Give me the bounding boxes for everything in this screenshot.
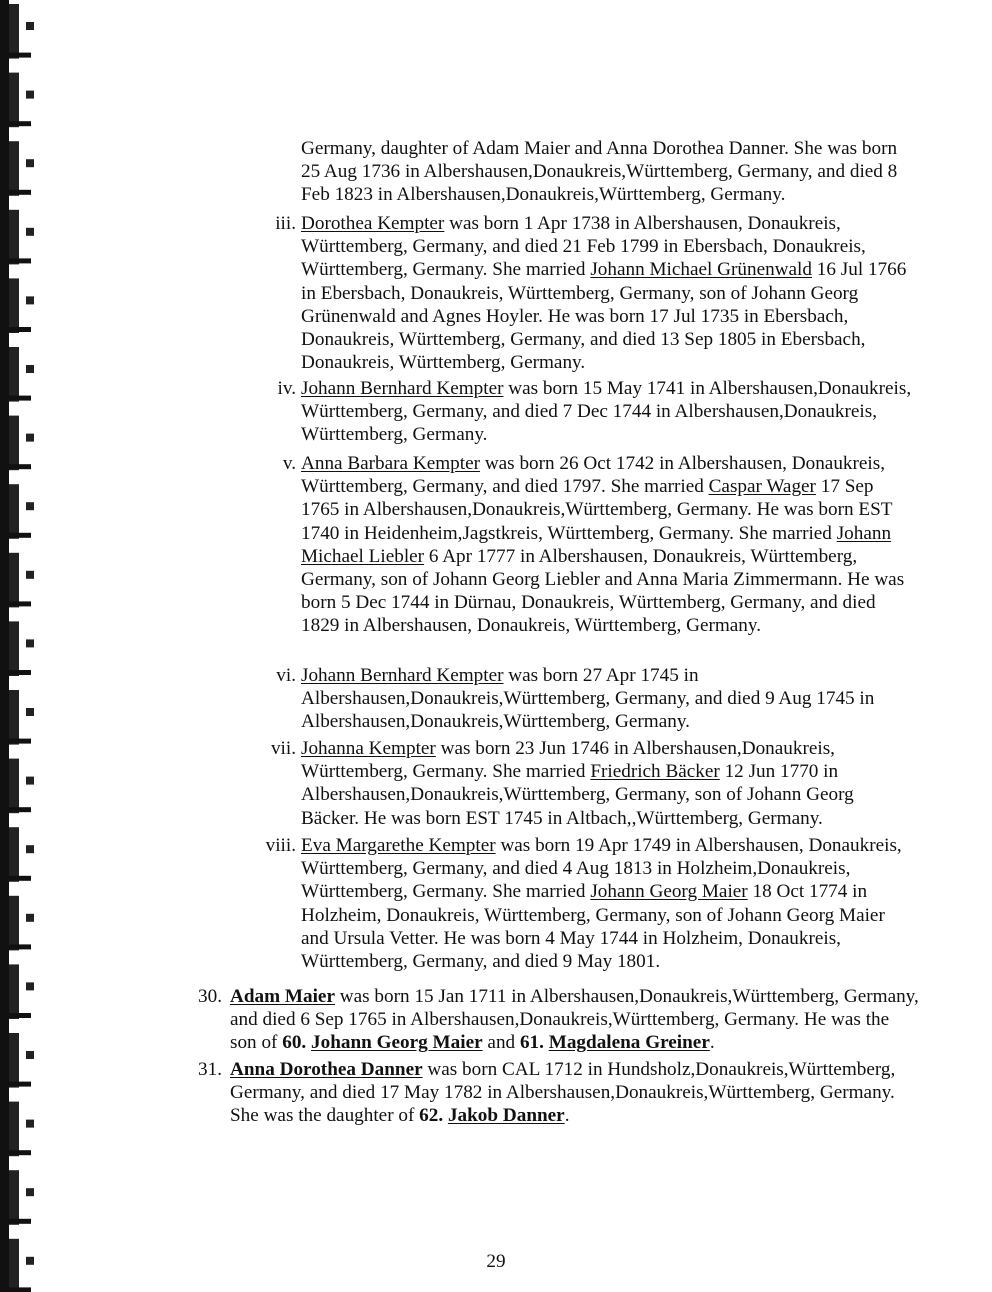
binding-tooth xyxy=(9,1287,31,1292)
binding-tooth xyxy=(9,1219,31,1224)
text-segment: 18 Oct 1774 in Holzheim, Donaukreis, Württemberg, Germany, son of Johann Georg Maier and Ursula Vetter. He was born 4 May 1744 in Holzheim, Donaukreis, Württemberg, Germany, and died 9 May 1801. xyxy=(301,881,885,973)
person-link[interactable]: Jakob Danner xyxy=(447,1105,565,1127)
text-segment: was born 19 Apr 1749 in Albershausen, Donaukreis, Württemberg, Germany, and died 4 Aug 1813 in Holzheim,Donaukreis, Württemberg, Germany. She married xyxy=(301,835,902,903)
binding-tooth xyxy=(9,53,31,58)
text-segment: . xyxy=(564,1105,570,1127)
page-number: 29 xyxy=(486,1251,506,1272)
text-segment: 16 Jul 1766 in Ebersbach, Donaukreis, Württemberg, Germany, son of Johann Georg Grünenwald and Agnes Hoyler. He was born 17 Jul 1735 in Ebersbach, Donaukreis, Württemberg, Germany, and died 13 Sep 1805 in Ebersbach, Donaukreis, Württemberg, Germany. xyxy=(301,259,907,374)
child-entry xyxy=(0,212,992,374)
child-entry xyxy=(0,737,992,830)
person-number: 30. xyxy=(198,986,222,1007)
text-segment: was born 15 May 1741 in Albershausen,Donaukreis, Württemberg, Germany, and died 7 Dec 1744 in Albershausen,Donaukreis, Württemberg, Germany. xyxy=(301,378,912,446)
child-numeral: iv. xyxy=(277,378,296,399)
person-link[interactable]: Johann Michael Liebler xyxy=(301,522,892,567)
text-segment: was born 23 Jun 1746 in Albershausen,Donaukreis, Württemberg, Germany. She married xyxy=(301,738,835,783)
binding-mark xyxy=(26,1188,34,1196)
person-link[interactable]: Anna Barbara Kempter xyxy=(301,453,481,474)
person-link[interactable]: Johann Bernhard Kempter xyxy=(301,378,504,399)
binding-loop xyxy=(9,4,19,59)
entry-text xyxy=(301,737,913,830)
person-link[interactable]: Dorothea Kempter xyxy=(301,213,445,234)
person-link[interactable]: Anna Dorothea Danner xyxy=(230,1059,423,1080)
binding-mark xyxy=(26,22,34,30)
person-link[interactable]: Adam Maier xyxy=(230,986,335,1007)
text-segment: was born 27 Apr 1745 in Albershausen,Donaukreis,Württemberg, Germany, and died 9 Aug 1745 in Albershausen,Donaukreis,Württemberg, Germany. xyxy=(301,665,875,733)
child-entry xyxy=(0,452,992,661)
text-segment: Germany, daughter of Adam Maier and Anna Dorothea Danner. She was born 25 Aug 1736 in Albershausen,Donaukreis,Württemberg, Germany, and died 8 Feb 1823 in Albershausen,Donaukreis,Württemberg, Germany. xyxy=(301,138,898,206)
entry-text xyxy=(301,452,913,638)
entry-text xyxy=(301,377,913,447)
person-entry xyxy=(0,1058,992,1151)
binding-loop xyxy=(9,1170,19,1225)
text-segment: was born 26 Oct 1742 in Albershausen, Donaukreis, Württemberg, Germany, and died 1797. She married xyxy=(301,453,886,498)
entry-text xyxy=(301,834,913,973)
person-link[interactable]: Johann Bernhard Kempter xyxy=(301,665,504,686)
text-segment: was born 15 Jan 1711 in Albershausen,Donaukreis,Württemberg, Germany, and died 6 Sep 1765 in Albershausen,Donaukreis,Württemberg, Germany. He was the son of xyxy=(230,986,919,1054)
entry-text xyxy=(301,137,913,207)
binding-tooth xyxy=(9,121,31,126)
reference-number: 60. xyxy=(282,1032,312,1054)
person-link[interactable]: Caspar Wager xyxy=(708,476,816,498)
person-link[interactable]: Eva Margarethe Kempter xyxy=(301,835,496,856)
child-entry xyxy=(0,664,992,734)
person-link[interactable]: Friedrich Bäcker xyxy=(590,761,720,783)
binding-tooth xyxy=(9,1150,31,1155)
entry-text xyxy=(230,985,920,1055)
person-number: 31. xyxy=(198,1059,222,1080)
child-entry xyxy=(0,377,992,447)
person-link[interactable]: Johann Georg Maier xyxy=(590,881,748,903)
text-segment: 12 Jun 1770 in Albershausen,Donaukreis,Württemberg, Germany, son of Johann Georg Bäcker. He was born EST 1745 in Altbach,,Württemberg, Germany. xyxy=(301,761,854,829)
child-numeral: vi. xyxy=(276,665,296,686)
child-numeral: iii. xyxy=(275,213,296,234)
person-link[interactable]: Johanna Kempter xyxy=(301,738,436,759)
child-entry xyxy=(0,834,992,973)
binding-loop xyxy=(9,73,19,128)
binding-mark xyxy=(26,91,34,99)
entry-text xyxy=(230,1058,920,1128)
text-segment: was born CAL 1712 in Hundsholz,Donaukreis,Württemberg, Germany, and died 17 May 1782 in Albershausen,Donaukreis,Württemberg, Germany. She was the daughter of xyxy=(230,1059,896,1127)
person-link[interactable]: Magdalena Greiner xyxy=(548,1032,710,1054)
child-numeral: v. xyxy=(282,453,296,474)
text-segment: . xyxy=(709,1032,715,1054)
person-entry xyxy=(0,985,992,1055)
text-segment: 17 Sep 1765 in Albershausen,Donaukreis,Württemberg, Germany. He was born EST 1740 in Heidenheim,Jagstkreis, Württemberg, Germany. She married xyxy=(301,476,893,544)
text-segment: was born 1 Apr 1738 in Albershausen, Donaukreis, Württemberg, Germany, and died 21 Feb 1799 in Ebersbach, Donaukreis, Württemberg, Germany. She married xyxy=(301,213,866,281)
entry-text xyxy=(301,664,913,734)
text-segment: 6 Apr 1777 in Albershausen, Donaukreis, Württemberg, Germany, son of Johann Georg Liebler and Anna Maria Zimmermann. He was born 5 Dec 1744 in Dürnau, Donaukreis, Württemberg, Germany, and died 1829 in Albershausen, Donaukreis, Württemberg, Germany. xyxy=(301,545,905,637)
child-entry xyxy=(0,137,992,207)
reference-number: 61. xyxy=(519,1032,549,1054)
text-segment: and xyxy=(482,1032,520,1054)
reference-number: 62. xyxy=(419,1105,448,1127)
person-link[interactable]: Johann Michael Grünenwald xyxy=(590,259,812,281)
child-numeral: vii. xyxy=(270,738,296,759)
entry-text xyxy=(301,212,913,374)
child-numeral: viii. xyxy=(265,835,296,856)
person-link[interactable]: Johann Georg Maier xyxy=(311,1032,483,1054)
